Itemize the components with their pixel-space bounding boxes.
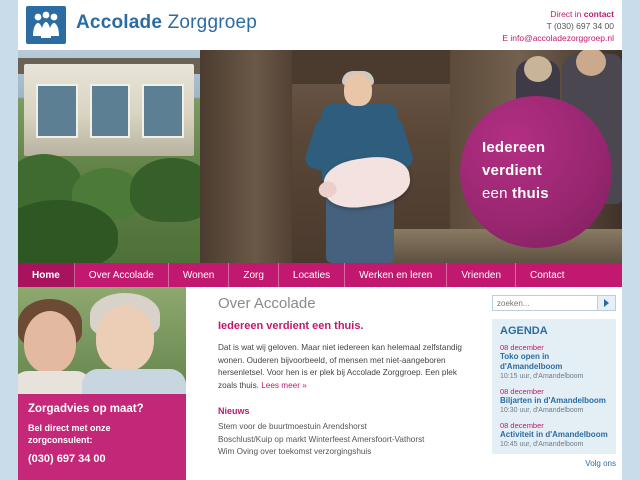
- agenda-item-time: 10:30 uur, d'Amandelboom: [500, 407, 584, 414]
- main-navigation: [18, 263, 622, 287]
- page-content: [18, 287, 622, 480]
- logo-mark[interactable]: [26, 6, 66, 44]
- arrow-right-icon: [603, 299, 611, 307]
- news-list: [218, 421, 478, 459]
- agenda-item-date: 08 december: [500, 421, 544, 430]
- promo-panel[interactable]: [18, 394, 186, 480]
- slogan-line-3-bold: thuis: [512, 185, 549, 202]
- slogan-line-3-thin: een: [482, 185, 512, 202]
- news-item[interactable]: Stem voor de buurtmoestuin Arendshorst: [218, 422, 367, 431]
- nav-item-wonen[interactable]: Wonen: [169, 263, 230, 287]
- contact-email[interactable]: E info@accoladezorggroep.nl: [502, 33, 614, 43]
- contact-heading-pre: Direct in: [550, 9, 584, 19]
- agenda-item-time: 10:15 uur, d'Amandelboom: [500, 373, 584, 380]
- hero-slogan-badge: [460, 96, 612, 248]
- news-item[interactable]: Boschlust/Kuip op markt Winterfeest Amersfoort-Vathorst: [218, 434, 425, 444]
- agenda-item-time: 10:45 uur, d'Amandelboom: [500, 441, 584, 448]
- agenda-item[interactable]: [500, 421, 608, 448]
- main-column: [196, 287, 478, 480]
- agenda-item-name: Activiteit in d'Amandelboom: [500, 430, 608, 439]
- nav-item-zorg[interactable]: Zorg: [229, 263, 279, 287]
- search-submit-button[interactable]: [597, 296, 615, 310]
- nav-item-contact[interactable]: Contact: [530, 269, 565, 281]
- search-input[interactable]: [493, 296, 597, 310]
- hero-banner: [18, 50, 622, 263]
- contact-heading-bold: contact: [583, 9, 614, 19]
- site-header: [18, 0, 622, 50]
- nav-item-locaties[interactable]: Locaties: [279, 263, 345, 287]
- agenda-item[interactable]: [500, 387, 608, 414]
- agenda-item[interactable]: [500, 343, 608, 380]
- promo-column: [18, 287, 186, 480]
- read-more-link[interactable]: Lees meer »: [261, 380, 307, 390]
- agenda-item-date: 08 december: [500, 387, 544, 396]
- slogan-line-3: [482, 182, 549, 205]
- header-contact: [502, 8, 614, 44]
- slogan-line-1: Iedereen: [482, 139, 546, 156]
- nav-item-vrienden[interactable]: Vrienden: [447, 263, 516, 287]
- search-box: [492, 295, 616, 311]
- agenda-panel: [492, 319, 616, 454]
- agenda-item-name: Biljarten in d'Amandelboom: [500, 396, 606, 405]
- brand-bold: Accolade: [76, 12, 163, 33]
- agenda-item-name: Toko open in d'Amandelboom: [500, 352, 563, 371]
- people-logo-icon: [26, 6, 66, 44]
- slogan-line-2: verdient: [482, 162, 542, 179]
- sidebar-column: [492, 287, 622, 480]
- promo-title: Zorgadvies op maat?: [28, 403, 144, 415]
- agenda-item-date: 08 december: [500, 343, 544, 352]
- page-subtitle: Iedereen verdient een thuis.: [218, 320, 364, 332]
- agenda-title: AGENDA: [500, 325, 548, 337]
- intro-text: Dat is wat wij geloven. Maar niet iedereen kan helemaal zelfstandig wonen. Ouderen bijvoorbeeld, of mensen met niet-aangeboren hersenletsel. Voor hen is er plek bij Accolade Zorggroep. Een plek zoals thuis.: [218, 343, 462, 390]
- news-item[interactable]: Wim Oving over toekomst verzorgingshuis: [218, 447, 372, 456]
- promo-subtitle: Bel direct met onze zorgconsulent:: [28, 423, 111, 445]
- nav-item-home[interactable]: Home: [18, 263, 75, 287]
- hero-photo-building: [18, 50, 200, 263]
- intro-paragraph: [218, 342, 478, 392]
- nav-item-over-accolade[interactable]: Over Accolade: [75, 263, 169, 287]
- page-title: Over Accolade: [218, 295, 316, 312]
- promo-phone: (030) 697 34 00: [28, 453, 106, 465]
- news-heading: Nieuws: [218, 406, 250, 416]
- contact-phone: T (030) 697 34 00: [546, 21, 614, 31]
- brand-light: Zorggroep: [162, 12, 258, 33]
- site-brand[interactable]: [76, 12, 257, 34]
- nav-item-werken-en-leren[interactable]: Werken en leren: [345, 263, 447, 287]
- follow-us-label: Volg ons: [585, 459, 616, 468]
- contact-heading: [502, 8, 614, 20]
